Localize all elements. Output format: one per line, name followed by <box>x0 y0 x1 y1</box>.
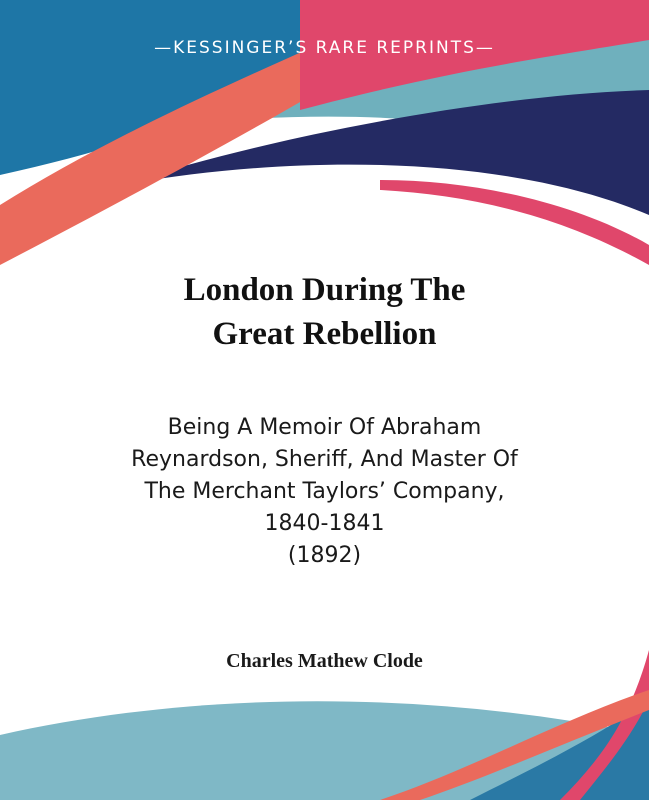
title-line: London During The <box>183 272 466 308</box>
book-title <box>60 268 589 356</box>
book-author: Charles Mathew Clode <box>226 650 423 672</box>
subtitle-line: 1840-1841 <box>264 511 385 536</box>
subtitle-line: The Merchant Taylors’ Company, <box>144 479 505 504</box>
title-line: Great Rebellion <box>212 316 437 352</box>
subtitle-line: (1892) <box>287 543 362 568</box>
subtitle-line: Being A Memoir Of Abraham <box>167 415 482 440</box>
book-subtitle <box>60 412 589 572</box>
subtitle-line: Reynardson, Sheriff, And Master Of <box>131 447 518 472</box>
publisher-banner: —KESSINGER’S RARE REPRINTS— <box>154 38 495 58</box>
